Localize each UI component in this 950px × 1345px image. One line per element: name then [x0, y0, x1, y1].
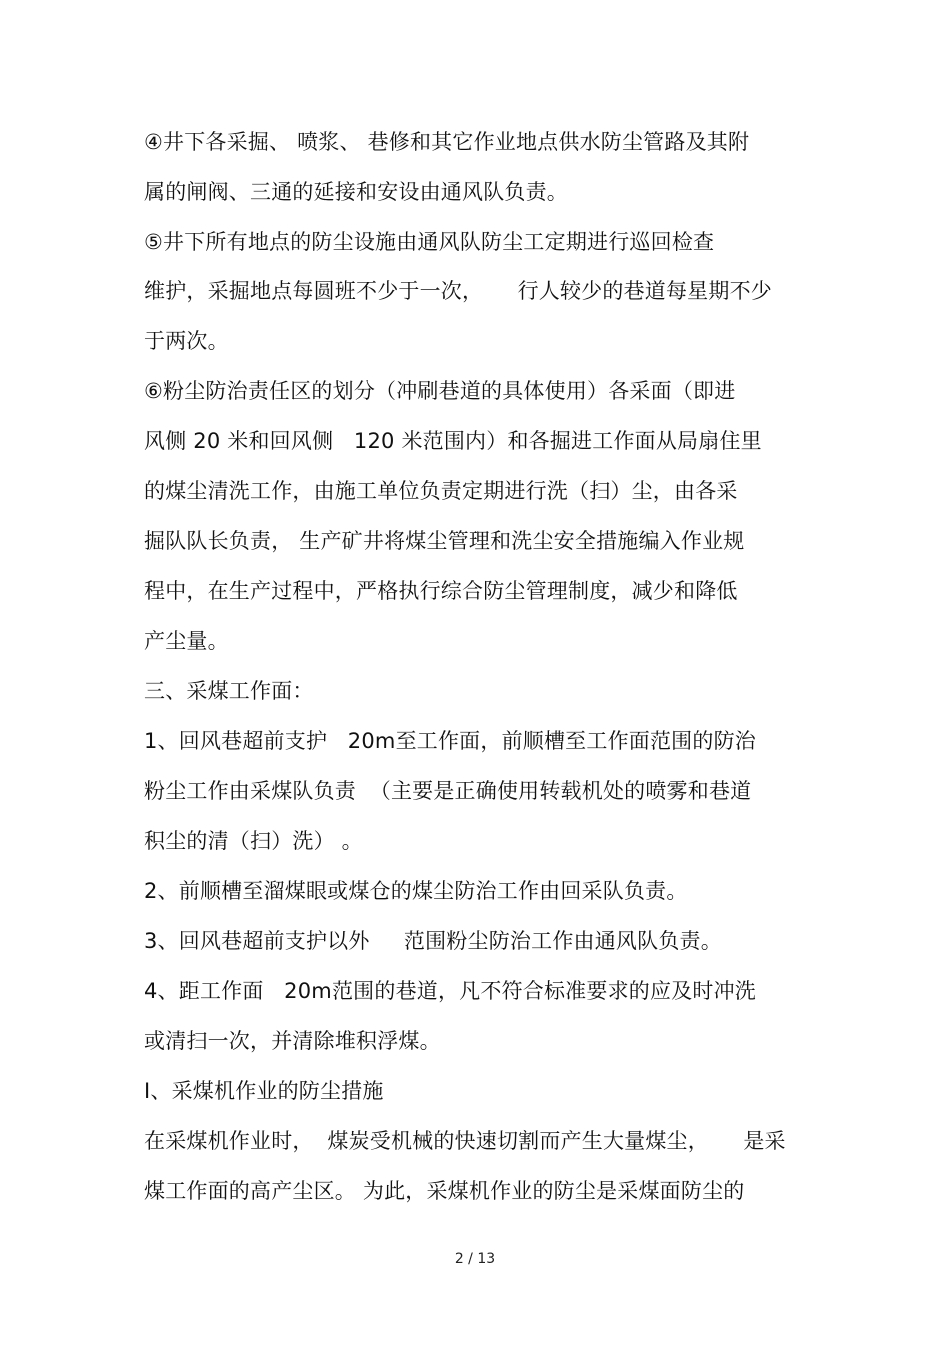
text-line-14: 粉尘工作由采煤队负责 （主要是正确使用转载机处的喷雾和巷道 — [144, 779, 752, 803]
text-line-9: 掘队队长负责， 生产矿井将煤尘管理和洗尘安全措施编入作业规 — [144, 529, 745, 553]
text-line-2: 属的闸阀、三通的延接和安设由通风队负责。 — [144, 180, 568, 204]
subsection-heading: Ⅰ、采煤机作业的防尘措施 — [144, 1079, 384, 1103]
text-line-5: 于两次。 — [144, 329, 229, 353]
text-line-18: 4、距工作面 20m范围的巷道，凡不符合标准要求的应及时冲洗 — [144, 979, 756, 1003]
page-number: 2 / 13 — [454, 1251, 496, 1267]
text-line-13: 1、回风巷超前支护 20m至工作面，前顺槽至工作面范围的防治 — [144, 729, 756, 753]
text-line-19: 或清扫一次，并清除堆积浮煤。 — [144, 1029, 441, 1053]
text-line-1: ④井下各采掘、 喷浆、 巷修和其它作业地点供水防尘管路及其附 — [144, 130, 750, 154]
section-heading: 三、采煤工作面： — [144, 679, 314, 703]
text-line-15: 积尘的清（扫）洗） 。 — [144, 829, 363, 853]
text-line-17: 3、回风巷超前支护以外 范围粉尘防治工作由通风队负责。 — [144, 929, 722, 953]
text-line-8: 的煤尘清洗工作，由施工单位负责定期进行洗（扫）尘，由各采 — [144, 479, 738, 503]
text-line-21: 在采煤机作业时， 煤炭受机械的快速切割而产生大量煤尘， 是采 — [144, 1129, 786, 1153]
text-line-6: ⑥粉尘防治责任区的划分（冲刷巷道的具体使用）各采面（即进 — [144, 379, 736, 403]
text-line-4: 维护，采掘地点每圆班不少于一次， 行人较少的巷道每星期不少 — [144, 279, 772, 303]
text-line-11: 产尘量。 — [144, 629, 229, 653]
text-line-22: 煤工作面的高产尘区。 为此，采煤机作业的防尘是采煤面防尘的 — [144, 1179, 745, 1203]
text-line-16: 2、前顺槽至溜煤眼或煤仓的煤尘防治工作由回采队负责。 — [144, 879, 688, 903]
text-line-10: 程中，在生产过程中，严格执行综合防尘管理制度，减少和降低 — [144, 579, 738, 603]
text-line-7: 风侧 20 米和回风侧 120 米范围内）和各掘进工作面从局扇住里 — [144, 429, 762, 453]
text-line-3: ⑤井下所有地点的防尘设施由通风队防尘工定期进行巡回检查 — [144, 230, 715, 254]
